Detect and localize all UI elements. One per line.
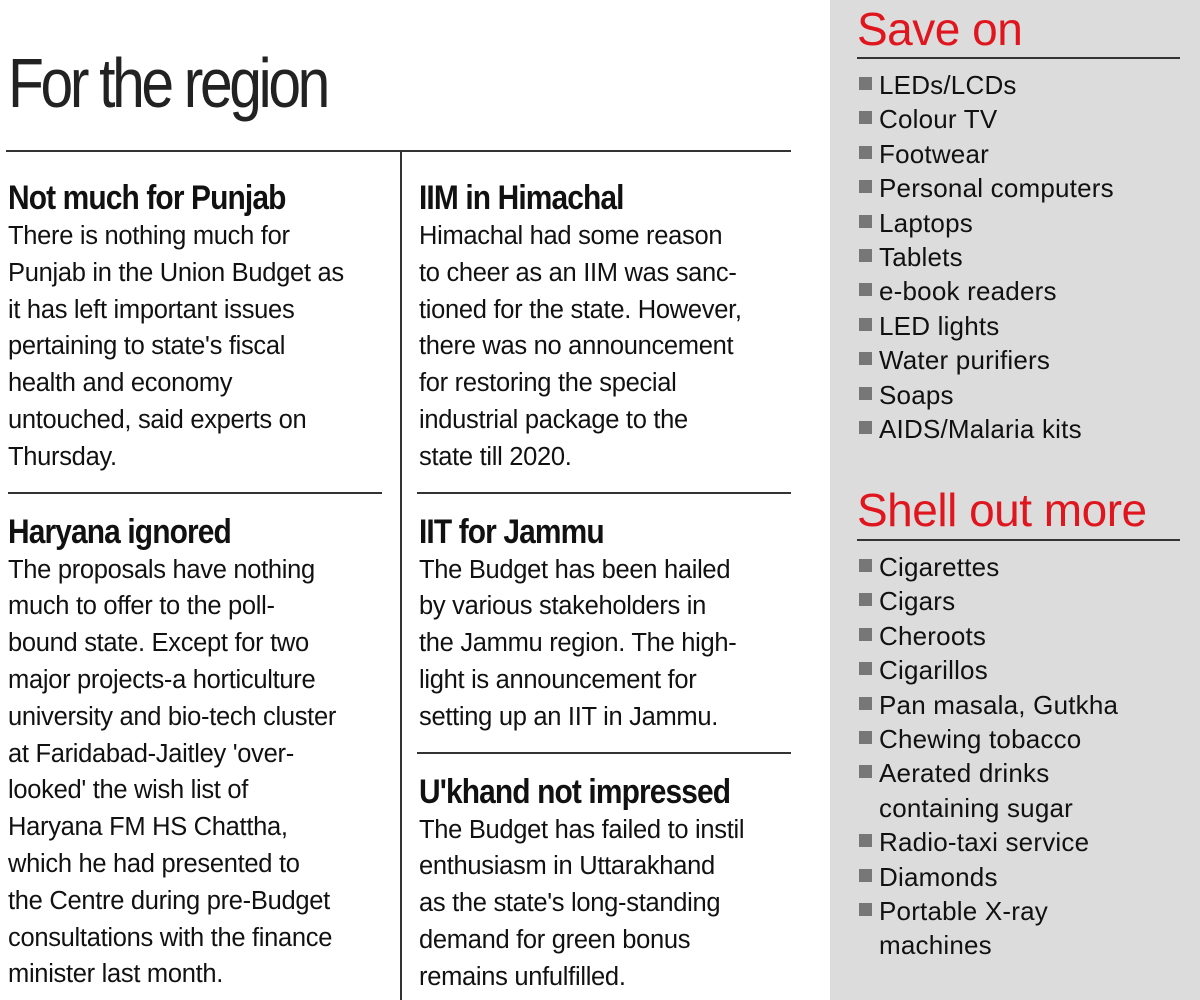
article-body: The proposals have nothing much to offer to the poll- bound state. Except for two major projects-a horticulture university and bio-tech cluster at Faridabad-Jaitley 'over- looked' the wish list of Haryana FM HS Chattha, which he had presented to the Centre during pre-Budget consultations with the finance minister last month. [8,555,337,989]
list-item: Cigars [857,584,1187,618]
list-item: Chewing tobacco [857,722,1187,756]
article-heading: IIM in Himachal [419,179,624,217]
article-body: The Budget has failed to instil enthusiasm in Uttarakhand as the state's long-standing demand for green bonus remains unfulfilled. [419,815,745,991]
sidebar [830,0,1200,1000]
square-bullet-icon [859,111,872,124]
list-item: Radio-taxi service [857,825,1187,859]
square-bullet-icon [859,387,872,400]
square-bullet-icon [859,318,872,331]
save-on-rule [857,57,1180,59]
list-item: Diamonds [857,860,1187,894]
list-item: Colour TV [857,102,1187,136]
save-on-list [857,68,1187,446]
square-bullet-icon [859,146,872,159]
shell-out-list [857,550,1187,963]
square-bullet-icon [859,834,872,847]
square-bullet-icon [859,593,872,606]
square-bullet-icon [859,697,872,710]
article-body: The Budget has been hailed by various stakeholders in the Jammu region. The high- light is announcement for setting up an IIT in Jammu. [419,555,737,731]
square-bullet-icon [859,903,872,916]
square-bullet-icon [859,77,872,90]
list-item: Aerated drinks containing sugar [857,756,1099,825]
article-body: Himachal had some reason to cheer as an IIM was sanc- tioned for the state. However, there was no announcement for restoring the special industrial package to the state till 2020. [419,222,742,471]
square-bullet-icon [859,765,872,778]
list-item: e-book readers [857,274,1187,308]
article-himachal [419,152,791,494]
page-title: For the region [8,44,328,122]
list-item: Laptops [857,206,1187,240]
article-heading: Not much for Punjab [8,179,286,217]
list-item: LEDs/LCDs [857,68,1187,102]
square-bullet-icon [859,662,872,675]
article-jammu [419,494,791,754]
square-bullet-icon [859,249,872,262]
square-bullet-icon [859,869,872,882]
article-haryana [8,494,380,994]
save-on-title: Save on [857,3,1023,55]
article-uttarakhand [419,754,791,996]
square-bullet-icon [859,215,872,228]
list-item: Footwear [857,137,1187,171]
article-heading: U'khand not impressed [419,772,731,811]
list-item: LED lights [857,309,1187,343]
list-item: Portable X-ray machines [857,894,1069,963]
shell-out-title: Shell out more [857,484,1147,536]
list-item: Tablets [857,240,1187,274]
square-bullet-icon [859,421,872,434]
list-item: Cheroots [857,619,1187,653]
article-body: There is nothing much for Punjab in the Union Budget as it has left important issues pertaining to state's fiscal health and economy untouched, said experts on Thursday. [8,222,344,471]
list-item: AIDS/Malaria kits [857,412,1187,446]
square-bullet-icon [859,731,872,744]
middle-column [419,152,791,996]
article-heading: IIT for Jammu [419,512,604,551]
left-column [8,152,380,993]
square-bullet-icon [859,628,872,641]
column-divider [400,152,402,1000]
list-item: Water purifiers [857,343,1187,377]
square-bullet-icon [859,559,872,572]
shell-out-rule [857,539,1180,541]
square-bullet-icon [859,352,872,365]
list-item: Cigarillos [857,653,1187,687]
article-punjab [8,152,380,494]
list-item: Soaps [857,378,1187,412]
square-bullet-icon [859,283,872,296]
list-item: Pan masala, Gutkha [857,688,1187,722]
list-item: Personal computers [857,171,1187,205]
list-item: Cigarettes [857,550,1187,584]
article-heading: Haryana ignored [8,512,231,551]
square-bullet-icon [859,180,872,193]
